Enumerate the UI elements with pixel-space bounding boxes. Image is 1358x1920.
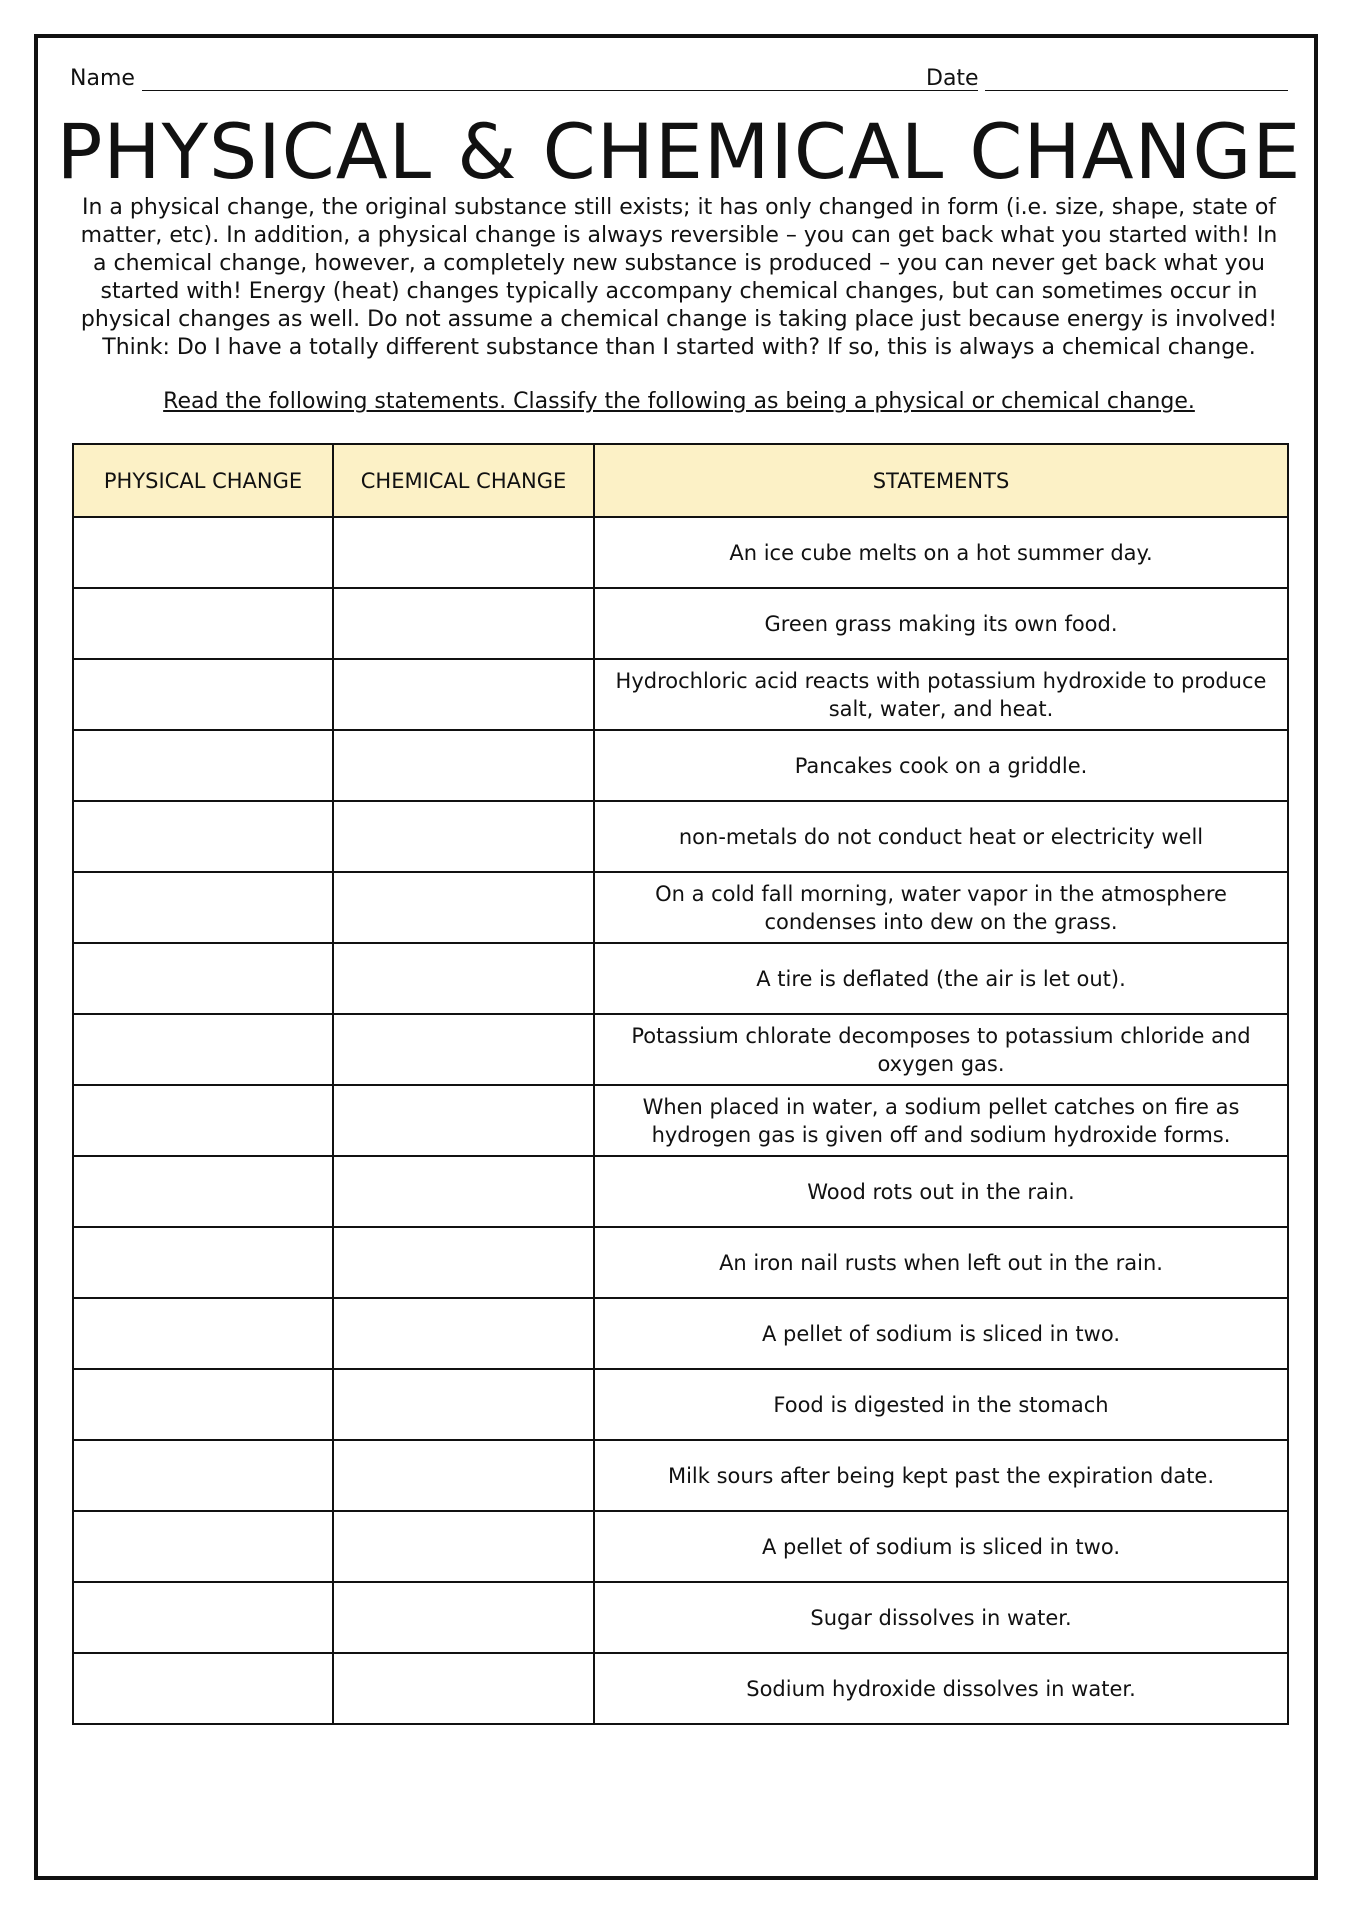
table-row bbox=[73, 1014, 1288, 1085]
chemical-answer-cell[interactable] bbox=[333, 517, 594, 588]
table-row bbox=[73, 1298, 1288, 1369]
table-row bbox=[73, 801, 1288, 872]
chemical-answer-cell[interactable] bbox=[333, 1369, 594, 1440]
table-row bbox=[73, 872, 1288, 943]
physical-answer-cell[interactable] bbox=[73, 1227, 333, 1298]
chemical-answer-cell[interactable] bbox=[333, 801, 594, 872]
chemical-answer-cell[interactable] bbox=[333, 588, 594, 659]
chemical-answer-cell[interactable] bbox=[333, 1156, 594, 1227]
table-body bbox=[73, 517, 1288, 1724]
chemical-answer-cell[interactable] bbox=[333, 1582, 594, 1653]
physical-answer-cell[interactable] bbox=[73, 1085, 333, 1156]
chemical-answer-cell[interactable] bbox=[333, 943, 594, 1014]
statement-cell: Pancakes cook on a griddle. bbox=[594, 730, 1288, 801]
statement-cell: Green grass making its own food. bbox=[594, 588, 1288, 659]
instructions-text: Read the following statements. Classify the following as being a physical or chemical change. bbox=[163, 389, 1195, 414]
physical-answer-cell[interactable] bbox=[73, 1156, 333, 1227]
table-row bbox=[73, 1085, 1288, 1156]
table-row bbox=[73, 588, 1288, 659]
statement-cell: A pellet of sodium is sliced in two. bbox=[594, 1511, 1288, 1582]
column-header-chemical: CHEMICAL CHANGE bbox=[333, 444, 594, 517]
physical-answer-cell[interactable] bbox=[73, 1014, 333, 1085]
statement-cell: When placed in water, a sodium pellet catches on fire as hydrogen gas is given off and sodium hydroxide forms. bbox=[594, 1085, 1288, 1156]
statement-cell: Potassium chlorate decomposes to potassium chloride and oxygen gas. bbox=[594, 1014, 1288, 1085]
statement-cell: non-metals do not conduct heat or electricity well bbox=[594, 801, 1288, 872]
physical-answer-cell[interactable] bbox=[73, 1369, 333, 1440]
physical-answer-cell[interactable] bbox=[73, 730, 333, 801]
page-title: PHYSICAL & CHEMICAL CHANGE bbox=[56, 107, 1302, 196]
chemical-answer-cell[interactable] bbox=[333, 1440, 594, 1511]
statement-cell: A pellet of sodium is sliced in two. bbox=[594, 1298, 1288, 1369]
physical-answer-cell[interactable] bbox=[73, 659, 333, 730]
column-header-statements: STATEMENTS bbox=[594, 444, 1288, 517]
classification-table bbox=[72, 443, 1289, 1725]
table-row bbox=[73, 517, 1288, 588]
physical-answer-cell[interactable] bbox=[73, 801, 333, 872]
statement-cell: Wood rots out in the rain. bbox=[594, 1156, 1288, 1227]
table-row bbox=[73, 1227, 1288, 1298]
date-field[interactable] bbox=[985, 90, 1288, 91]
table-row bbox=[73, 1440, 1288, 1511]
physical-answer-cell[interactable] bbox=[73, 1440, 333, 1511]
table-row bbox=[73, 1653, 1288, 1724]
table-row bbox=[73, 659, 1288, 730]
table-header-row bbox=[73, 444, 1288, 517]
statement-cell: Sugar dissolves in water. bbox=[594, 1582, 1288, 1653]
statement-cell: Food is digested in the stomach bbox=[594, 1369, 1288, 1440]
chemical-answer-cell[interactable] bbox=[333, 1227, 594, 1298]
chemical-answer-cell[interactable] bbox=[333, 1014, 594, 1085]
chemical-answer-cell[interactable] bbox=[333, 1653, 594, 1724]
chemical-answer-cell[interactable] bbox=[333, 1085, 594, 1156]
chemical-answer-cell[interactable] bbox=[333, 1298, 594, 1369]
header-row bbox=[70, 66, 1288, 96]
physical-answer-cell[interactable] bbox=[73, 1511, 333, 1582]
statement-cell: Sodium hydroxide dissolves in water. bbox=[594, 1653, 1288, 1724]
table-row bbox=[73, 943, 1288, 1014]
statement-cell: An iron nail rusts when left out in the rain. bbox=[594, 1227, 1288, 1298]
column-header-physical: PHYSICAL CHANGE bbox=[73, 444, 333, 517]
table-row bbox=[73, 1511, 1288, 1582]
physical-answer-cell[interactable] bbox=[73, 1582, 333, 1653]
name-label: Name bbox=[70, 66, 135, 91]
chemical-answer-cell[interactable] bbox=[333, 659, 594, 730]
table-row bbox=[73, 1369, 1288, 1440]
physical-answer-cell[interactable] bbox=[73, 1298, 333, 1369]
table-row bbox=[73, 730, 1288, 801]
intro-paragraph: In a physical change, the original substance still exists; it has only changed in form (i.e. size, shape, state of matter, etc). In addition, a physical change is always reversible – you can get back what you started with! In a chemical change, however, a completely new substance is produced – you can never get back what you started with! Energy (heat) changes typically accompany chemical changes, but can sometimes occur in physical changes as well. Do not assume a chemical change is taking place just because energy is involved! Think: Do I have a totally different substance than I started with? If so, this is always a chemical change. bbox=[80, 195, 1278, 360]
physical-answer-cell[interactable] bbox=[73, 588, 333, 659]
physical-answer-cell[interactable] bbox=[73, 517, 333, 588]
physical-answer-cell[interactable] bbox=[73, 943, 333, 1014]
table-row bbox=[73, 1156, 1288, 1227]
name-field[interactable] bbox=[142, 90, 978, 91]
statement-cell: A tire is deflated (the air is let out). bbox=[594, 943, 1288, 1014]
statement-cell: On a cold fall morning, water vapor in the atmosphere condenses into dew on the grass. bbox=[594, 872, 1288, 943]
physical-answer-cell[interactable] bbox=[73, 1653, 333, 1724]
physical-answer-cell[interactable] bbox=[73, 872, 333, 943]
instructions bbox=[0, 388, 1358, 416]
statement-cell: Hydrochloric acid reacts with potassium hydroxide to produce salt, water, and heat. bbox=[594, 659, 1288, 730]
table-row bbox=[73, 1582, 1288, 1653]
chemical-answer-cell[interactable] bbox=[333, 730, 594, 801]
statement-cell: An ice cube melts on a hot summer day. bbox=[594, 517, 1288, 588]
chemical-answer-cell[interactable] bbox=[333, 1511, 594, 1582]
date-label: Date bbox=[926, 66, 979, 91]
chemical-answer-cell[interactable] bbox=[333, 872, 594, 943]
statement-cell: Milk sours after being kept past the expiration date. bbox=[594, 1440, 1288, 1511]
